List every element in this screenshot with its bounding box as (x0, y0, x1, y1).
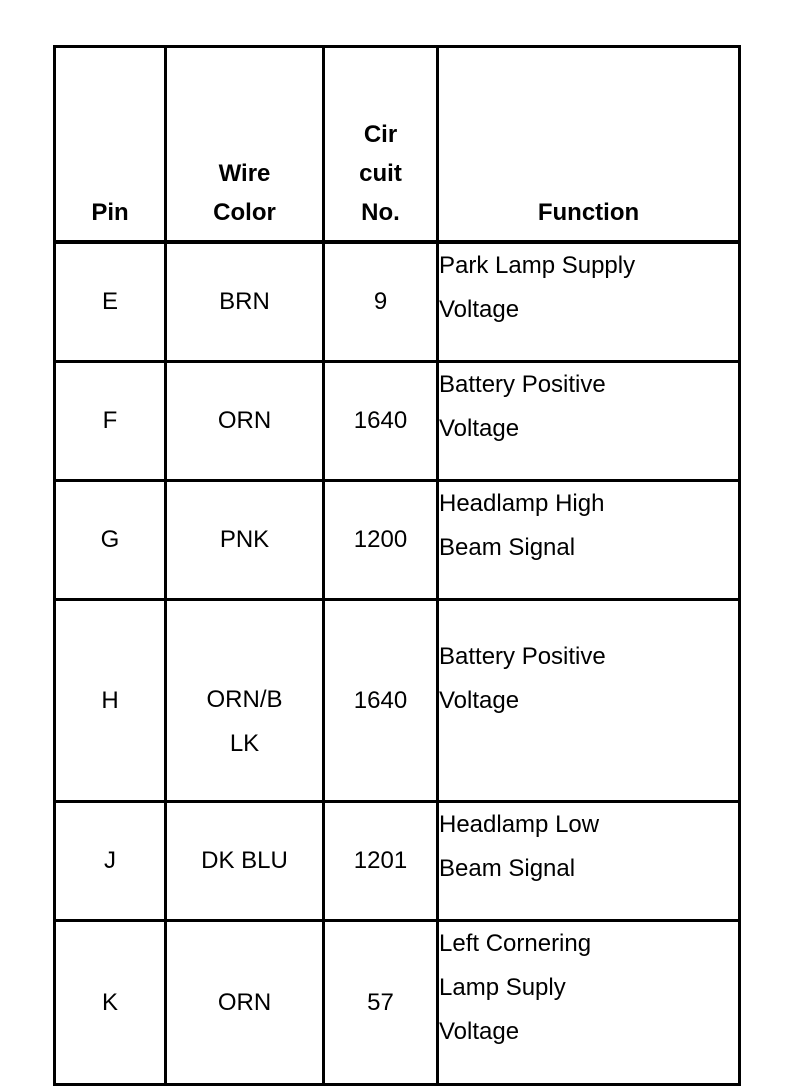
wire-color-value: LK (229, 729, 260, 757)
header-circuit-no (324, 47, 438, 243)
wire-color-cell (166, 600, 324, 802)
function-cell (438, 600, 740, 802)
function-line: Beam Signal (439, 534, 576, 561)
pin-cell (55, 481, 166, 600)
function-line: Headlamp Low (439, 811, 600, 838)
function-cell (438, 242, 740, 362)
function-cell (438, 921, 740, 1085)
pin-value: E (101, 288, 118, 315)
circuit-value: 1200 (353, 526, 408, 553)
function-line: Voltage (439, 296, 520, 323)
header-pin-label: Pin (91, 199, 129, 226)
wire-color-value: ORN (217, 407, 272, 434)
function-line: Voltage (439, 687, 520, 714)
table-row (55, 802, 740, 921)
header-circuit-no-line-3: No. (361, 199, 400, 226)
function-line: Left Cornering (439, 930, 592, 957)
wire-color-cell (166, 921, 324, 1085)
function-line: Voltage (439, 415, 520, 442)
wire-color-cell (166, 802, 324, 921)
table-header-row (55, 47, 740, 243)
wire-color-cell (166, 481, 324, 600)
wire-color-cell (166, 362, 324, 481)
circuit-value: 57 (367, 988, 394, 1016)
wire-color-value: BRN (219, 288, 270, 315)
table-row (55, 481, 740, 600)
circuit-cell (324, 802, 438, 921)
pin-cell (55, 242, 166, 362)
circuit-value: 1640 (353, 686, 408, 714)
header-circuit-no-line-2: cuit (359, 160, 402, 187)
function-line: Battery Positive (439, 371, 606, 398)
function-line: Battery Positive (439, 643, 606, 670)
pin-value: K (101, 988, 118, 1016)
connector-pinout-table (53, 45, 741, 1086)
pin-cell (55, 600, 166, 802)
pin-cell (55, 362, 166, 481)
function-line: Lamp Suply (439, 974, 566, 1001)
wire-color-value: DK BLU (201, 847, 288, 874)
circuit-value: 9 (373, 288, 388, 315)
circuit-cell (324, 921, 438, 1085)
header-circuit-no-line-1: Cir (363, 121, 398, 148)
function-cell (438, 362, 740, 481)
wire-color-value: ORN/B (206, 685, 283, 713)
table-row (55, 242, 740, 362)
circuit-cell (324, 362, 438, 481)
circuit-value: 1201 (353, 847, 408, 874)
header-wire-color (166, 47, 324, 243)
wire-color-value: ORN (217, 988, 272, 1016)
function-cell (438, 481, 740, 600)
wire-color-cell (166, 242, 324, 362)
header-function (438, 47, 740, 243)
circuit-cell (324, 481, 438, 600)
function-cell (438, 802, 740, 921)
header-pin (55, 47, 166, 243)
header-function-label: Function (537, 199, 640, 226)
function-line: Park Lamp Supply (439, 252, 636, 279)
pin-value: F (102, 407, 118, 434)
pin-cell (55, 802, 166, 921)
header-wire-color-line-2: Color (213, 199, 276, 226)
wire-color-value: PNK (219, 526, 270, 553)
circuit-cell (324, 600, 438, 802)
header-wire-color-line-1: Wire (218, 160, 271, 187)
circuit-value: 1640 (353, 407, 408, 434)
circuit-cell (324, 242, 438, 362)
function-line: Headlamp High (439, 490, 605, 517)
pin-value: J (104, 847, 116, 874)
table-row (55, 600, 740, 802)
function-line: Voltage (439, 1018, 520, 1045)
pin-cell (55, 921, 166, 1085)
table-row (55, 921, 740, 1085)
table-row (55, 362, 740, 481)
pin-value: H (101, 686, 119, 714)
function-line: Beam Signal (439, 855, 576, 882)
pin-value: G (100, 526, 120, 553)
